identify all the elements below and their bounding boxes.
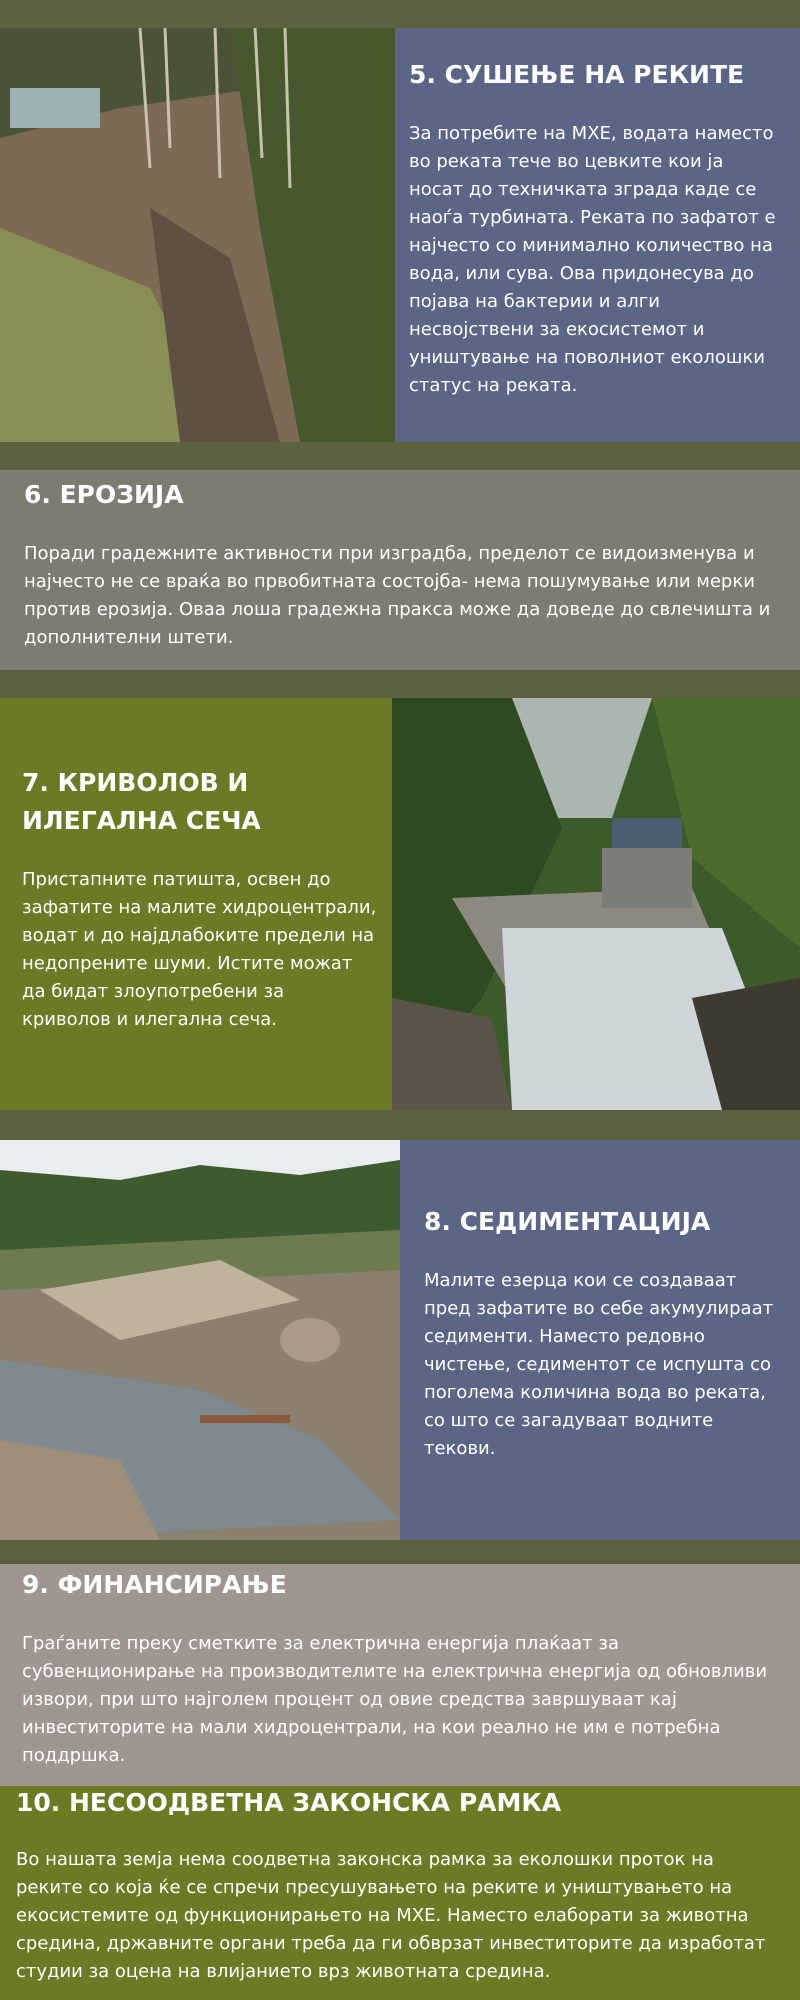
forest-dry-riverbed-photo <box>0 28 395 442</box>
section-title: 7. КРИВОЛОВ И ИЛЕГАЛНА СЕЧА <box>22 768 261 835</box>
hydropower-intake-dam-photo <box>392 698 800 1110</box>
info-panel <box>400 1140 800 1540</box>
section-body: Во нашата земја нема соодветна законска рамка за еколошки проток на реките со која ќе се спречи пресушувањето на реките и уништувањето на екосистемите од функционирањето на МХЕ. Наместо елаборати за животна средина, државните органи треба да ги обврзат инвеститорите да изработат студии за оцена на влијанието врз животната средина. <box>16 1849 766 1982</box>
rocky-riverbed-sediment-photo <box>0 1140 400 1540</box>
section-title: 9. ФИНАНСИРАЊЕ <box>22 1570 287 1599</box>
section-erosion <box>0 470 800 670</box>
section-body: Поради градежните активности при изградба, пределот се видоизменува и најчесто не се враќа во првобитната состојба- нема пошумување или мерки против ерозија. Оваа лоша градежна пракса може да доведе до свлечишта и дополнителни штети. <box>24 543 771 648</box>
info-panel <box>0 698 392 1110</box>
section-drying-rivers <box>0 28 800 442</box>
info-panel <box>395 28 800 442</box>
section-body: Граѓаните преку сметките за електрична енергија плаќаат за субвенционирање на производителите на електрична енергија од обновливи извори, при што најголем процент од овие средства завршуваат кај инвеститорите на мали хидроцентрали, на кои реално не им е потребна поддршка. <box>22 1633 768 1766</box>
section-legal-framework <box>0 1786 800 2000</box>
section-poaching-logging <box>0 698 800 1110</box>
section-body: Малите езерца кои се создаваат пред зафатите во себе акумулираат седименти. Наместо редовно чистење, седиментот се испушта со поголема количина вода во реката, со што се загадуваат водните текови. <box>424 1270 774 1459</box>
section-title: 8. СЕДИМЕНТАЦИЈА <box>424 1207 711 1236</box>
section-title: 6. ЕРОЗИЈА <box>24 480 184 509</box>
section-body: Пристапните патишта, освен до зафатите на малите хидроцентрали, водат и до најдлабоките предели на недопрените шуми. Истите можат да бидат злоупотребени за криволов и илегална сеча. <box>22 869 377 1030</box>
section-body: За потребите на МХЕ, водата наместо во реката тече во цевките кои ја носат до техничката зграда каде се наоѓа турбината. Реката по зафатот е најчесто со минимално количество на вода, или сува. Ова придонесува до појава на бактерии и алги несвојствени за екосистемот и уништување на поволниот еколошки статус на реката. <box>409 123 776 396</box>
section-sedimentation <box>0 1140 800 1540</box>
section-financing <box>0 1564 800 1786</box>
section-title: 10. НЕСООДВЕТНА ЗАКОНСКА РАМКА <box>16 1788 562 1817</box>
section-title: 5. СУШЕЊЕ НА РЕКИТЕ <box>409 60 745 89</box>
